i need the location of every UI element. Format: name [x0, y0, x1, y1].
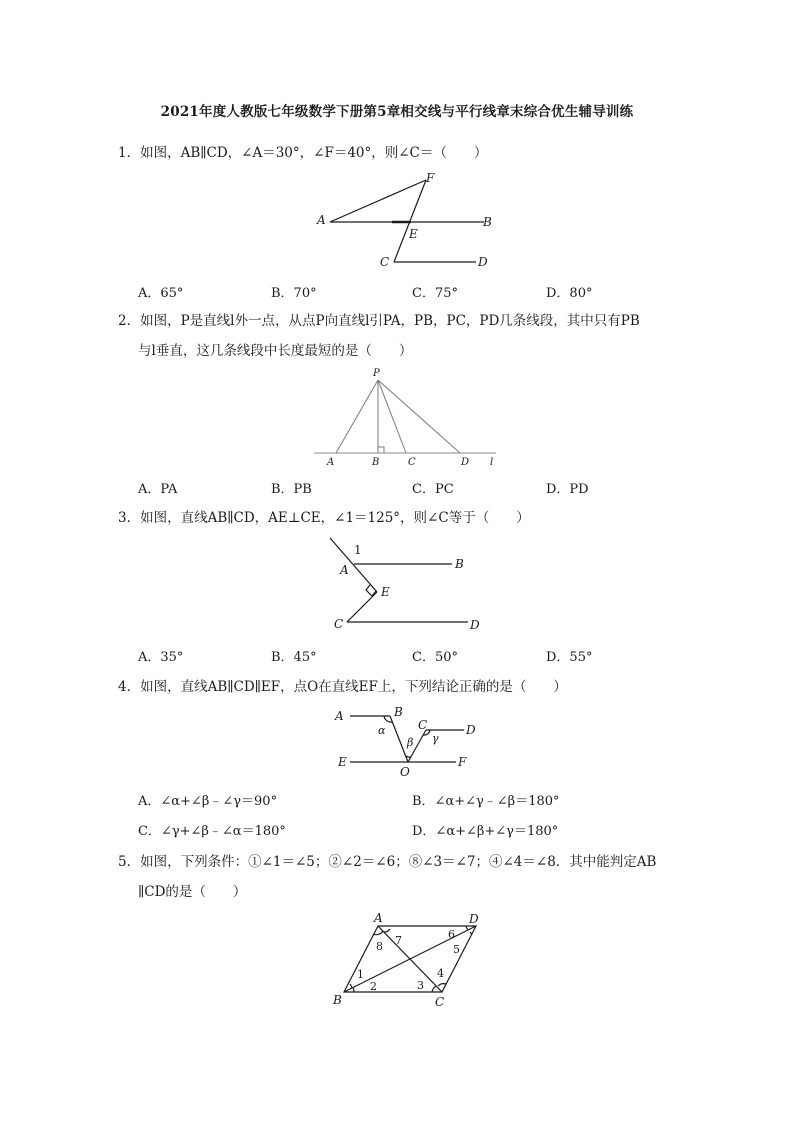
arc-1: [350, 984, 352, 988]
question-5-figure: [328, 910, 488, 1010]
q1-option-b[interactable]: B．70°: [271, 286, 317, 301]
label-gamma: γ: [432, 732, 439, 745]
segment-PA: [336, 380, 378, 453]
label-E: E: [338, 755, 347, 769]
label-B: B: [333, 993, 342, 1007]
label-1: 1: [354, 543, 362, 557]
question-4-stem: 4．如图，直线AB∥CD∥EF，点O在直线EF上，下列结论正确的是（ ）: [118, 679, 567, 695]
segment-BO: [390, 716, 408, 762]
question-3-figure: [322, 534, 492, 634]
label-C: C: [380, 255, 390, 269]
label-4: 4: [437, 967, 444, 980]
q2-option-c[interactable]: C．PC: [412, 482, 454, 497]
label-P: P: [373, 368, 380, 379]
label-E: E: [409, 227, 418, 241]
label-C: C: [408, 457, 416, 468]
question-4-figure: [330, 702, 480, 782]
question-1-figure: [310, 168, 500, 273]
label-3: 3: [417, 979, 424, 992]
label-B: B: [394, 705, 403, 719]
q3-option-d[interactable]: D．55°: [546, 650, 593, 665]
diagonal-BD: [344, 926, 476, 992]
question-5-stem-line1: 5．如图，下列条件：①∠1＝∠5；②∠2＝∠6；⑧∠3＝∠7；④∠4＝∠8．其中能判定AB: [118, 854, 657, 870]
label-A: A: [340, 563, 349, 577]
label-D: D: [469, 912, 479, 926]
label-6: 6: [448, 928, 455, 941]
question-2-stem-line2: 与l垂直，这几条线段中长度最短的是（ ）: [138, 343, 413, 359]
label-D: D: [470, 618, 480, 632]
segment-PC: [378, 380, 406, 453]
q4-option-d[interactable]: D．∠α+∠β+∠γ＝180°: [412, 824, 559, 839]
page-title: 2021年度人教版七年级数学下册第5章相交线与平行线章末综合优生辅导训练: [160, 104, 634, 120]
question-1-stem: 1．如图，AB∥CD，∠A＝30°，∠F＝40°，则∠C＝（ ）: [118, 145, 488, 161]
label-F: F: [458, 755, 467, 769]
label-A: A: [327, 457, 335, 468]
label-8: 8: [376, 940, 383, 953]
label-D: D: [478, 255, 488, 269]
q2-option-a[interactable]: A．PA: [138, 482, 178, 497]
arc-5: [470, 932, 472, 934]
q4-option-c[interactable]: C．∠γ+∠β﹣∠α＝180°: [138, 824, 286, 839]
label-alpha: α: [378, 724, 386, 737]
arc-7: [384, 929, 390, 932]
q3-option-c[interactable]: C．50°: [412, 650, 458, 665]
question-5-stem-line2: ∥CD的是（ ）: [138, 884, 247, 900]
label-1: 1: [357, 968, 364, 981]
label-B: B: [372, 457, 380, 468]
right-angle-mark: [378, 447, 384, 453]
label-B: B: [455, 557, 464, 571]
label-C: C: [435, 995, 445, 1009]
label-l: l: [490, 457, 494, 468]
label-A: A: [317, 213, 326, 227]
label-A: A: [374, 911, 383, 925]
q4-option-a[interactable]: A．∠α+∠β﹣∠γ＝90°: [138, 794, 278, 809]
label-2: 2: [370, 980, 377, 993]
arc-3: [432, 986, 436, 992]
q4-option-b[interactable]: B．∠α+∠γ﹣∠β＝180°: [412, 794, 560, 809]
label-D: D: [461, 457, 470, 468]
q2-option-b[interactable]: B．PB: [271, 482, 312, 497]
q3-option-a[interactable]: A．35°: [138, 650, 184, 665]
q1-option-a[interactable]: A．65°: [138, 286, 184, 301]
q3-option-b[interactable]: B．45°: [271, 650, 317, 665]
label-O: O: [400, 765, 410, 779]
segment-PD: [378, 380, 460, 453]
label-beta: β: [407, 736, 414, 749]
label-C: C: [334, 617, 344, 631]
label-D: D: [466, 723, 476, 737]
segment-EC: [347, 592, 377, 622]
question-2-stem-line1: 2．如图，P是直线l外一点，从点P向直线l引PA，PB，PC，PD几条线段，其中只有PB: [118, 313, 640, 329]
question-3-stem: 3．如图，直线AB∥CD，AE⊥CE，∠1＝125°，则∠C等于（ ）: [118, 510, 530, 526]
q1-option-c[interactable]: C．75°: [412, 286, 458, 301]
label-5: 5: [453, 943, 460, 956]
question-2-figure: [310, 365, 510, 470]
arc-beta: [406, 756, 411, 757]
q2-option-d[interactable]: D．PD: [546, 482, 589, 497]
label-7: 7: [395, 934, 402, 947]
label-C: C: [418, 718, 428, 732]
label-A: A: [335, 709, 344, 723]
label-E: E: [381, 585, 390, 599]
label-F: F: [426, 171, 435, 185]
label-B: B: [483, 215, 492, 229]
q1-option-d[interactable]: D．80°: [546, 286, 593, 301]
